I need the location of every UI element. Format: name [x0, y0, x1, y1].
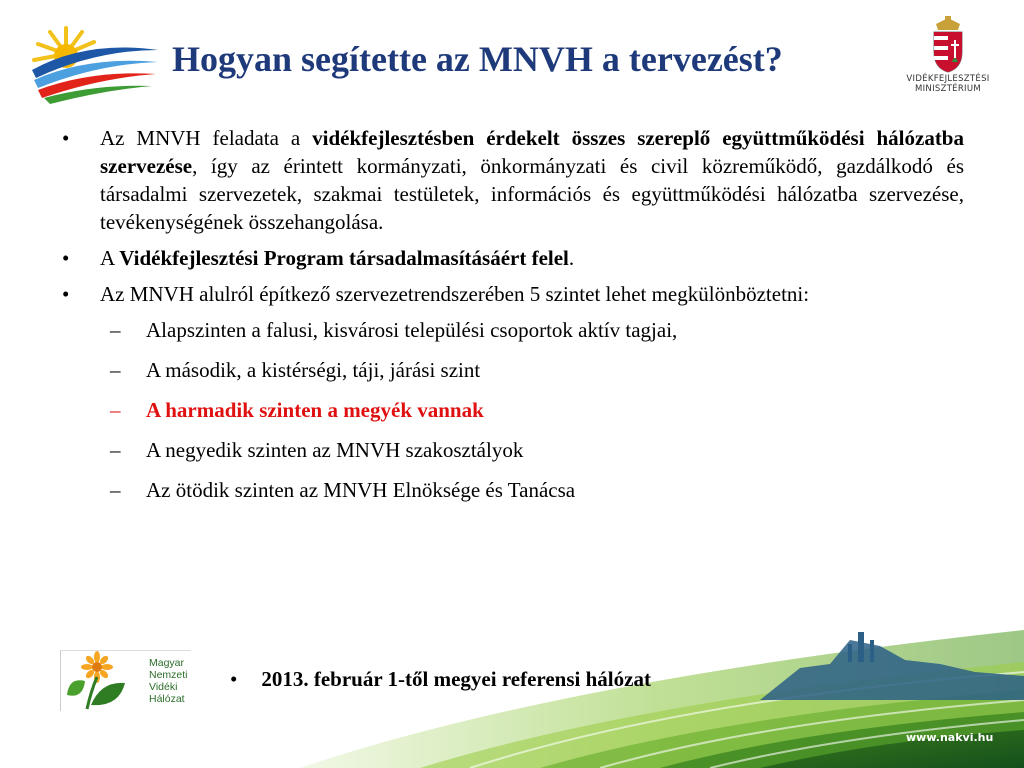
- sub-bullet-item-1: [60, 316, 964, 344]
- sub-bullet-item-3-highlighted: [60, 396, 964, 424]
- bullet-text-2a: A: [100, 246, 120, 270]
- sub-bullet-item-5: [60, 476, 964, 504]
- bullet-marker: •: [62, 126, 70, 150]
- bullet-marker: •: [230, 667, 238, 691]
- bullet-text-1b: vidékfejlesztésben érdekelt összes szereplő együttműködési hálózatba szervezése: [100, 126, 964, 178]
- sub-bullet-item-4: [60, 436, 964, 464]
- flower-leaf-icon: [61, 651, 145, 711]
- bullet-marker: •: [62, 282, 70, 306]
- ministry-line-1: VIDÉKFEJLESZTÉSI: [906, 74, 990, 84]
- final-bullet-text: 2013. február 1-től megyei referensi hálózat: [261, 667, 651, 691]
- sub-bullet-text-3: A harmadik szinten a megyék vannak: [146, 398, 484, 422]
- dash-marker: –: [110, 318, 121, 342]
- mnvh-line-2: Nemzeti: [149, 669, 188, 681]
- ministry-line-2: MINISZTÉRIUM: [914, 84, 982, 94]
- footer-url: www.nakvi.hu: [906, 731, 994, 744]
- dash-marker: –: [110, 398, 121, 422]
- bullet-text-1a: Az MNVH feladata a: [100, 126, 313, 150]
- mnvh-logo-text: [149, 657, 188, 705]
- sub-bullet-item-2: [60, 356, 964, 384]
- dash-marker: –: [110, 438, 121, 462]
- bullet-item-1: [60, 124, 964, 236]
- bullet-text-1c: , így az érintett kormányzati, önkormányzati és civil közreműködő, gazdálkodó és társadalmi szervezetek, szakmai testületek, információs és együttműködési hálózatba szervezése, tevékenységének összehangolása.: [100, 154, 964, 234]
- bullet-text-2b: Vidékfejlesztési Program társadalmasításáért felel: [119, 246, 569, 270]
- final-bullet: [230, 667, 651, 692]
- mnvh-line-4: Hálózat: [149, 693, 185, 705]
- bullet-item-2: [60, 244, 964, 272]
- sub-bullet-text-4: A negyedik szinten az MNVH szakosztályok: [146, 438, 524, 462]
- slide-body: [60, 124, 964, 516]
- sub-bullet-text-1: Alapszinten a falusi, kisvárosi települési csoportok aktív tagjai,: [146, 318, 678, 342]
- sub-bullet-text-5: Az ötödik szinten az MNVH Elnöksége és Tanácsa: [146, 478, 576, 502]
- mnvh-logo: [60, 650, 191, 711]
- bullet-text-3a: Az MNVH alulról építkező szervezetrendszerében 5 szintet lehet megkülönböztetni:: [100, 282, 810, 306]
- sub-bullet-text-2: A második, a kistérségi, táji, járási szint: [146, 358, 481, 382]
- mnvh-line-3: Vidéki: [149, 681, 178, 693]
- bullet-marker: •: [62, 246, 70, 270]
- page-title: Hogyan segítette az MNVH a tervezést?: [172, 39, 783, 79]
- bullet-item-3: [60, 280, 964, 308]
- bullet-text-2c: .: [568, 246, 575, 270]
- mnvh-line-1: Magyar: [149, 657, 185, 669]
- dash-marker: –: [110, 358, 121, 382]
- dash-marker: –: [110, 478, 121, 502]
